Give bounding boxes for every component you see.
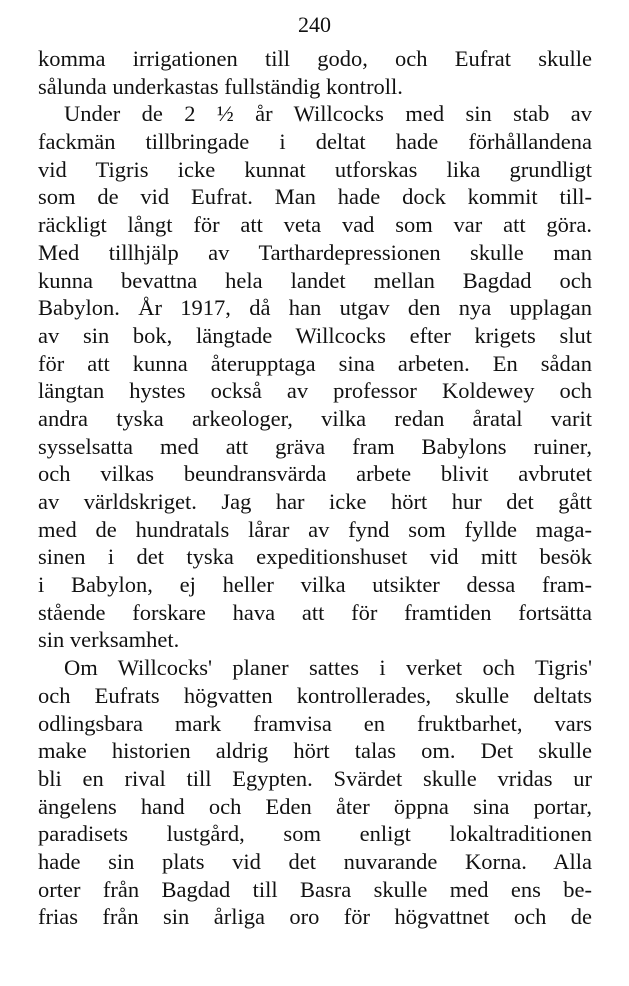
text-line: längtan hystes också av professor Koldewey och [38, 378, 592, 404]
text-line: i Babylon, ej heller vilka utsikter dessa fram- [38, 572, 592, 598]
body-text [38, 45, 592, 931]
text-line: vid Tigris icke kunnat utforskas lika grundligt [38, 156, 592, 182]
text-line: av världskriget. Jag har icke hört hur det gått [38, 489, 592, 514]
text-line: ängelens hand och Eden åter öppna sina portar, [38, 793, 592, 819]
text-line: orter från Bagdad till Basra skulle med ens be- [38, 876, 592, 902]
text-line: som de vid Eufrat. Man hade dock kommit till- [38, 184, 592, 210]
text-line: sin verksamhet. [38, 627, 180, 653]
text-line: av sin bok, längtade Willcocks efter krigets slut [38, 322, 592, 348]
text-line: odlingsbara mark framvisa en fruktbarhet, vars [38, 710, 592, 736]
text-line: Babylon. År 1917, då han utgav den nya upplagan [38, 295, 592, 321]
text-line: paradisets lustgård, som enligt lokaltraditionen [38, 821, 592, 847]
text-line: sålunda underkastas fullständig kontroll. [38, 73, 403, 99]
text-line: för att kunna återupptaga sina arbeten. En sådan [38, 350, 592, 376]
text-line: med de hundratals lårar av fynd som fyllde maga- [38, 516, 592, 542]
text-line: sinen i det tyska expeditionshuset vid mitt besök [38, 544, 592, 570]
text-line: hade sin plats vid det nuvarande Korna. Alla [38, 848, 592, 874]
text-line: Med tillhjälp av Tarthardepressionen skulle man [38, 239, 592, 265]
text-line: och Eufrats högvatten kontrollerades, skulle deltats [38, 682, 592, 708]
page-number: 240 [298, 12, 331, 37]
text-line: make historien aldrig hört talas om. Det skulle [38, 738, 592, 764]
text-line: kunna bevattna hela landet mellan Bagdad och [38, 267, 592, 293]
text-line: Under de 2 ½ år Willcocks med sin stab av [64, 101, 592, 127]
text-line: andra tyska arkeologer, vilka redan åratal varit [38, 405, 592, 431]
text-line: fackmän tillbringade i deltat hade förhållandena [38, 129, 592, 155]
text-line: komma irrigationen till godo, och Eufrat skulle [38, 46, 592, 71]
text-line: Om Willcocks' planer sattes i verket och Tigris' [64, 655, 592, 681]
text-line: sysselsatta med att gräva fram Babylons ruiner, [38, 433, 592, 459]
text-line: räckligt långt för att veta vad som var att göra. [38, 212, 592, 238]
text-line: och vilkas beundransvärda arbete blivit avbrutet [38, 461, 592, 487]
text-line: frias från sin årliga oro för högvattnet och de [38, 904, 592, 930]
text-line: bli en rival till Egypten. Svärdet skulle vridas ur [38, 765, 592, 791]
text-line: stående forskare hava att för framtiden fortsätta [38, 599, 592, 625]
